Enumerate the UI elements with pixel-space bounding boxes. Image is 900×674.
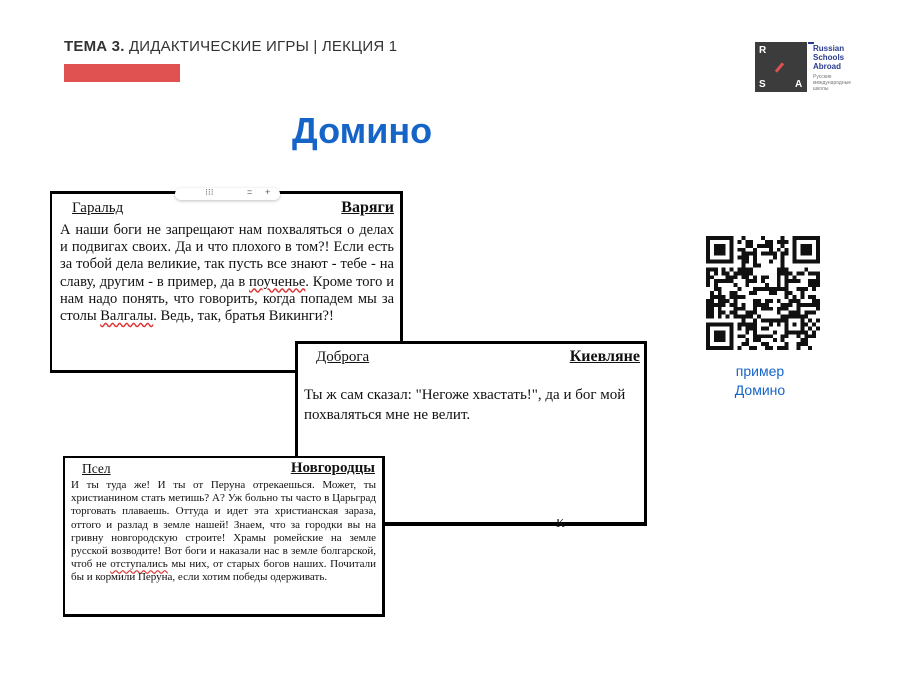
page-title: Домино — [292, 110, 433, 151]
logo-letter-r: R — [759, 45, 767, 56]
card-text: А наши боги не запрещают нам похваляться о делах и подвигах своих. Да и что плохого в том?! Если есть за тобой дела великие, так пусть все знают - тебе - на славу, другим - в пример, да в поученье. Кроме того и нам надо понять, что говорить, когда попадем мы за столы Валгалы. Ведь, так, братья Викинги?! — [60, 222, 394, 325]
drag-handle-icon[interactable]: ⁝⁝⁝ — [205, 187, 214, 197]
logo-text: Russian Schools Abroad — [813, 44, 845, 71]
logo-subtext: Русские международные школы — [813, 74, 851, 92]
spellcheck-word: поученье — [249, 273, 306, 290]
card-text: Ты ж сам сказал: "Негоже хвастать!", да и бог мой похваляться мне не велит. — [304, 387, 626, 423]
logo-letter-a: A — [795, 79, 803, 90]
spellcheck-word: отступались — [110, 558, 168, 571]
minus-icon[interactable]: = — [247, 187, 253, 197]
header-accent-bar — [64, 64, 180, 82]
card-text: И ты туда же! И ты от Перуна отрекаешься. Может, ты христианином стать метишь? А? Уж больно ты часто в Царьград торговать плаваешь. Оттуда и идет эта христианская зараза, оттого и разлад в земле нашей! Знаем, что за городки вы на гривну новгородскую строите! Храмы ромейские на земле русской возводите! Вот боги и наказали нас в земле болгарской, чтоб не отступались мы них, от старых богов наших. Почитали бы и кормили Перуна, если хотим победы одерживать. — [71, 479, 376, 584]
spellcheck-word: Валгалы — [100, 308, 154, 325]
card-cropped-letter: К — [556, 519, 565, 527]
rsa-logo — [755, 42, 865, 94]
header-title: ТЕМА 3. ДИДАКТИЧЕСКИЕ ИГРЫ | ЛЕКЦИЯ 1 — [64, 38, 398, 55]
card-character-name: Доброга — [316, 349, 370, 365]
logo-letter-s: S — [759, 79, 766, 90]
image-toolbar[interactable] — [175, 188, 280, 200]
card-group-name: Варяги — [341, 199, 394, 216]
qr-caption[interactable]: пример Домино — [734, 363, 786, 398]
card-character-name: Псел — [82, 461, 111, 476]
plus-icon[interactable]: + — [265, 187, 271, 197]
qr-code-icon[interactable] — [706, 236, 820, 350]
card-group-name: Новгородцы — [290, 460, 375, 476]
logo-square — [755, 42, 807, 92]
card-group-name: Киевляне — [569, 348, 640, 365]
card-character-name: Гаральд — [72, 200, 124, 216]
logo-slash-mark — [775, 62, 784, 72]
domino-card-psel[interactable] — [63, 456, 385, 617]
